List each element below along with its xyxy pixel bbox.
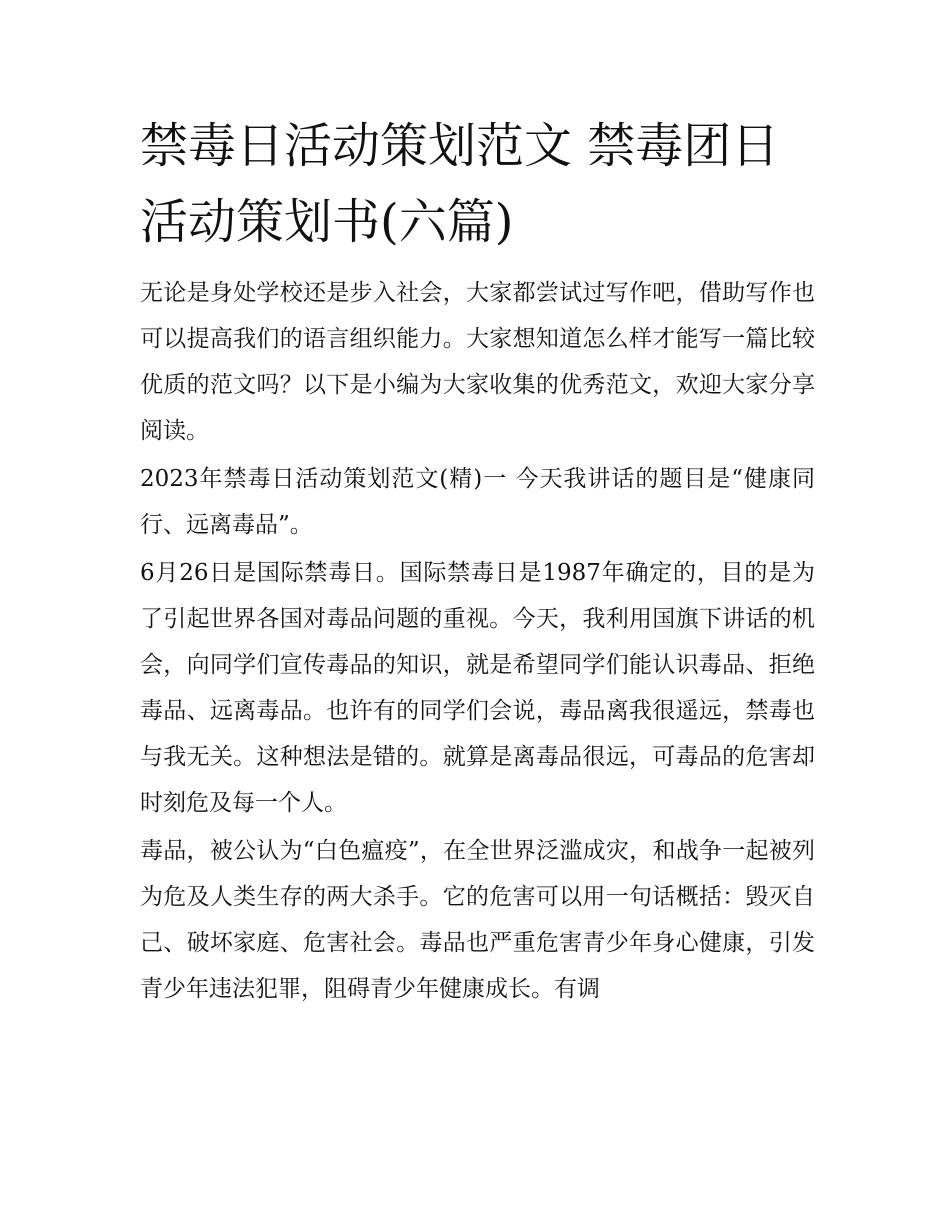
drug-day-paragraph: 6月26日是国际禁毒日。国际禁毒日是1987年确定的，目的是为了引起世界各国对毒品问题的重视。今天，我利用国旗下讲话的机会，向同学们宣传毒品的知识，就是希望同学们能认识毒品、拒绝毒品、远离毒品。也许有的同学们会说，毒品离我很遥远，禁毒也与我无关。这种想法是错的。就算是离毒品很远，可毒品的危害却时刻危及每一个人。 (140, 560, 815, 816)
speech-topic-paragraph: 2023年禁毒日活动策划范文(精)一 今天我讲话的题目是“健康同行、远离毒品”。 (140, 466, 815, 538)
document-page (140, 108, 815, 1012)
document-title: 禁毒日活动策划范文 禁毒团日活动策划书(六篇) (140, 118, 780, 250)
intro-paragraph: 无论是身处学校还是步入社会，大家都尝试过写作吧，借助写作也可以提高我们的语言组织能力。大家想知道怎么样才能写一篇比较优质的范文吗？以下是小编为大家收集的优秀范文，欢迎大家分享阅读。 (140, 280, 815, 444)
drug-harm-paragraph: 毒品，被公认为“白色瘟疫”，在全世界泛滥成灾，和战争一起被列为危及人类生存的两大杀手。它的危害可以用一句话概括：毁灭自己、破坏家庭、危害社会。毒品也严重危害青少年身心健康，引发青少年违法犯罪，阻碍青少年健康成长。有调 (140, 838, 815, 1002)
